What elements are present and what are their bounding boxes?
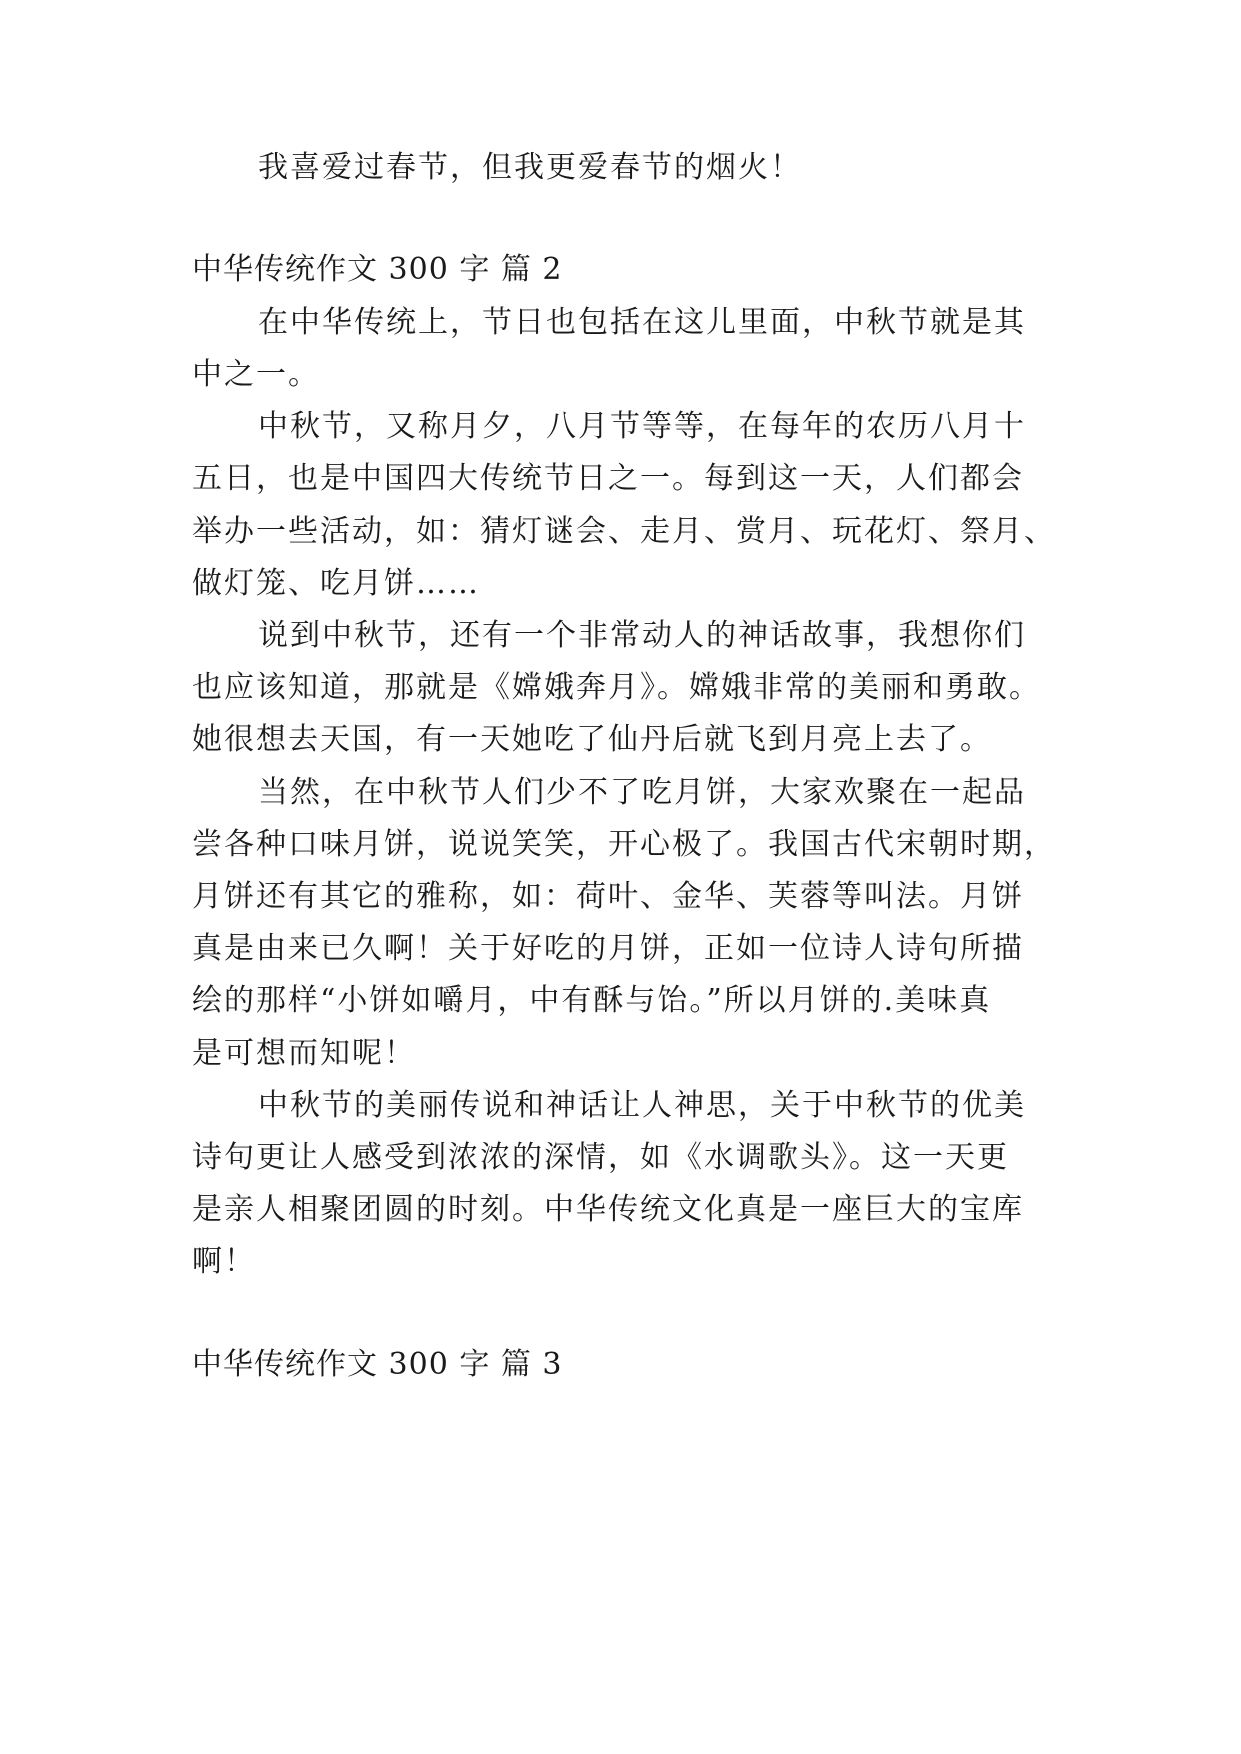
paragraph-line: 中之一。 (192, 357, 320, 392)
paragraph-line: 绘的那样“小饼如嚼月，中有酥与饴。”所以月饼的.美味真 (192, 983, 992, 1018)
paragraph-line: 说到中秋节，还有一个非常动人的神话故事，我想你们 (258, 618, 1026, 653)
paragraph-line: 五日，也是中国四大传统节日之一。每到这一天，人们都会 (192, 461, 1024, 496)
paragraph-line: 月饼还有其它的雅称，如：荷叶、金华、芙蓉等叫法。月饼 (192, 879, 1024, 914)
paragraph-line: 真是由来已久啊！关于好吃的月饼，正如一位诗人诗句所描 (192, 931, 1024, 966)
paragraph-line: 尝各种口味月饼，说说笑笑，开心极了。我国古代宋朝时期， (192, 827, 1056, 862)
paragraph-line: 我喜爱过春节，但我更爱春节的烟火！ (258, 150, 802, 185)
paragraph-line: 做灯笼、吃月饼…… (192, 566, 480, 601)
paragraph-line: 中秋节，又称月夕，八月节等等，在每年的农历八月十 (258, 409, 1026, 444)
paragraph-line: 诗句更让人感受到浓浓的深情，如《水调歌头》。这一天更 (192, 1140, 1009, 1175)
paragraph-line: 她很想去天国，有一天她吃了仙丹后就飞到月亮上去了。 (192, 722, 992, 757)
paragraph-line: 在中华传统上，节日也包括在这儿里面，中秋节就是其 (258, 305, 1026, 340)
paragraph-line: 也应该知道，那就是《嫦娥奔月》。嫦娥非常的美丽和勇敢。 (192, 670, 1041, 705)
section-heading: 中华传统作文 300 字 篇 3 (192, 1347, 563, 1382)
paragraph-line: 啊！ (192, 1244, 256, 1279)
paragraph-line: 是亲人相聚团圆的时刻。中华传统文化真是一座巨大的宝库 (192, 1192, 1024, 1227)
paragraph-line: 中秋节的美丽传说和神话让人神思，关于中秋节的优美 (258, 1088, 1026, 1123)
paragraph-line: 举办一些活动，如：猜灯谜会、走月、赏月、玩花灯、祭月、 (192, 514, 1056, 549)
paragraph-line: 当然，在中秋节人们少不了吃月饼，大家欢聚在一起品 (258, 775, 1026, 810)
paragraph-line: 是可想而知呢！ (192, 1036, 416, 1071)
section-heading: 中华传统作文 300 字 篇 2 (192, 252, 563, 287)
